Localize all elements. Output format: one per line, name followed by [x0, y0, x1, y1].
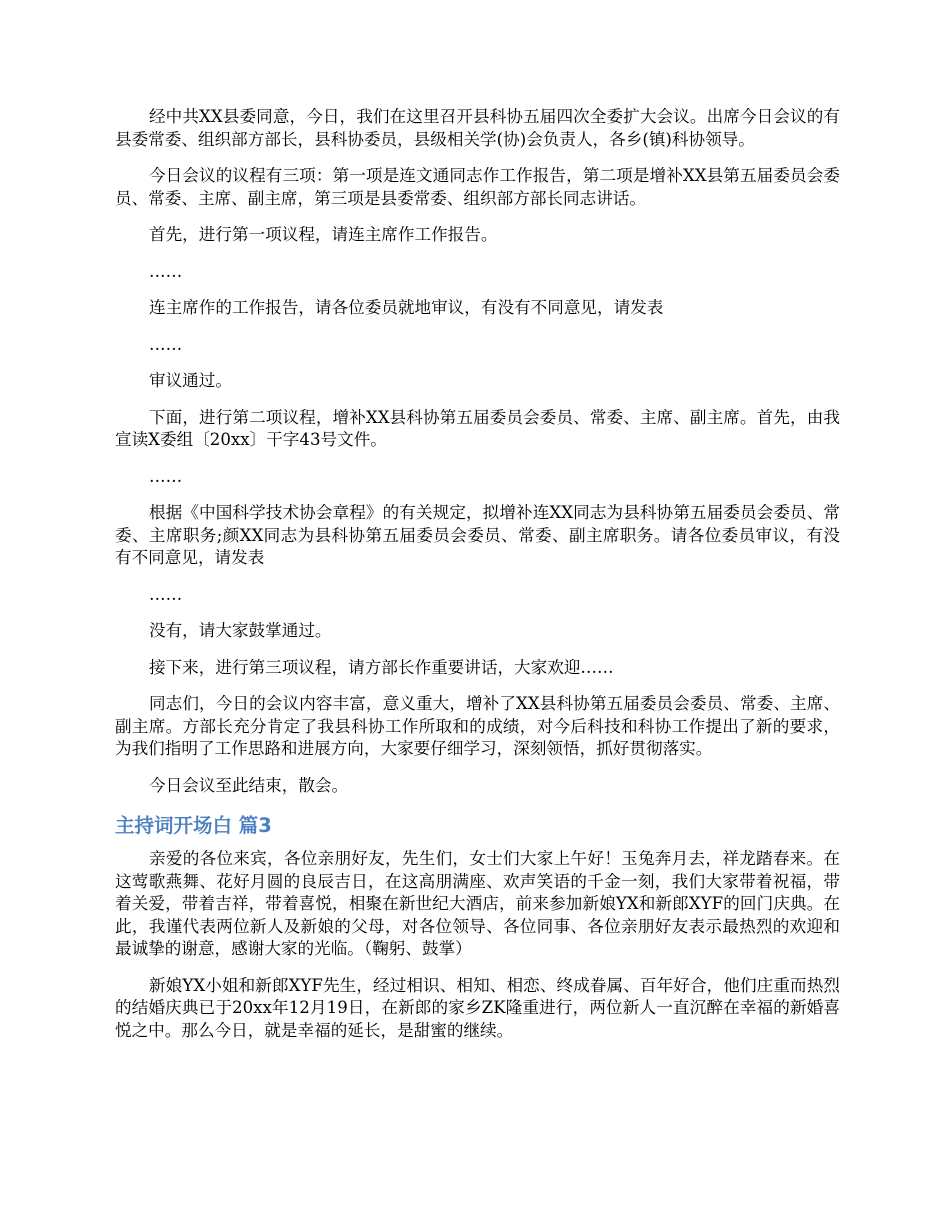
paragraph: 亲爱的各位来宾，各位亲朋好友，先生们，女士们大家上午好！玉兔奔月去，祥龙踏春来。在这莺歌燕舞、花好月圆的良辰吉日，在这高朋满座、欢声笑语的千金一刻，我们大家带着祝福，带着关爱，带着吉祥，带着喜悦，相聚在新世纪大酒店，前来参加新娘YX和新郎XYF的回门庆典。在此，我谨代表两位新人及新娘的父母，对各位领导、各位同事、各位亲朋好友表示最热烈的欢迎和最诚挚的谢意，感谢大家的光临。（鞠躬、鼓掌）: [115, 849, 840, 958]
paragraph: 根据《中国科学技术协会章程》的有关规定，拟增补连XX同志为县科协第五届委员会委员、常委、主席职务;颜XX同志为县科协第五届委员会委员、常委、副主席职务。请各位委员审议，有没有不同意见，请发表: [115, 503, 840, 567]
paragraph: 经中共XX县委同意，今日，我们在这里召开县科协五届四次全委扩大会议。出席今日会议的有县委常委、组织部方部长，县科协委员，县级相关学(协)会负责人，各乡(镇)科协领导。: [115, 107, 840, 149]
paragraph: 新娘YX小姐和新郎XYF先生，经过相识、相知、相恋、终成眷属、百年好合，他们庄重而热烈的结婚庆典已于20xx年12月19日，在新郎的家乡ZK隆重进行，两位新人一直沉醉在幸福的新婚喜悦之中。那么今日，就是幸福的延长，是甜蜜的继续。: [115, 975, 840, 1040]
paragraph: 连主席作的工作报告，请各位委员就地审议，有没有不同意见，请发表: [149, 298, 664, 317]
paragraph: 接下来，进行第三项议程，请方部长作重要讲话，大家欢迎……: [149, 657, 614, 677]
paragraph: 下面，进行第二项议程，增补XX县科协第五届委员会委员、常委、主席、副主席。首先，由我宣读X委组〔20xx〕干字43号文件。: [115, 407, 840, 449]
ellipsis-paragraph: ……: [149, 584, 183, 604]
paragraph: 首先，进行第一项议程，请连主席作工作报告。: [149, 225, 498, 244]
paragraph: 同志们，今日的会议内容丰富，意义重大，增补了XX县科协第五届委员会委员、常委、主席、副主席。方部长充分肯定了我县科协工作所取和的成绩，对今后科技和科协工作提出了新的要求，为我们指明了工作思路和进展方向，大家要仔细学习，深刻领悟，抓好贯彻落实。: [115, 694, 840, 758]
document-page: [115, 106, 840, 1056]
ellipsis-paragraph: ……: [149, 334, 183, 354]
ellipsis-paragraph: ……: [149, 261, 183, 281]
paragraph: 今日会议至此结束，散会。: [149, 775, 349, 795]
section-heading: 主持词开场白 篇3: [115, 814, 272, 837]
ellipsis-paragraph: ……: [149, 466, 183, 486]
paragraph: 没有，请大家鼓掌通过。: [149, 621, 332, 640]
paragraph: 审议通过。: [149, 371, 232, 390]
paragraph: 今日会议的议程有三项：第一项是连文通同志作工作报告，第二项是增补XX县第五届委员会委员、常委、主席、副主席，第三项是县委常委、组织部方部长同志讲话。: [115, 166, 840, 208]
